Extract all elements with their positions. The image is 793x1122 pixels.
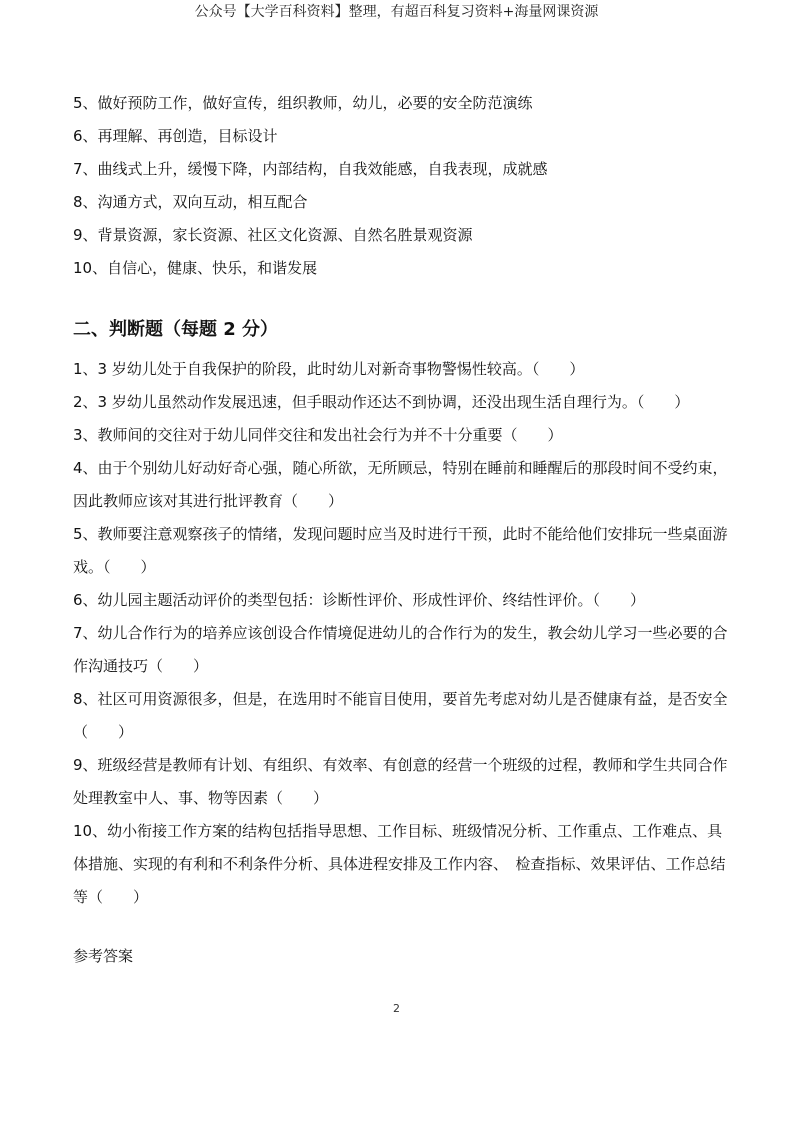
page-number: 2: [393, 1002, 400, 1015]
question-item: 6、幼儿园主题活动评价的类型包括：诊断性评价、形成性评价、终结性评价。（ ）: [73, 591, 646, 609]
question-item: 5、教师要注意观察孩子的情绪，发现问题时应当及时进行干预，此时不能给他们安排玩一些桌面游戏。（ ）: [73, 525, 728, 576]
answer-item: 7、曲线式上升，缓慢下降，内部结构，自我效能感，自我表现，成就感: [73, 160, 548, 178]
answer-item: 6、再理解、再创造，目标设计: [73, 127, 278, 145]
question-item: 10、幼小衔接工作方案的结构包括指导思想、工作目标、班级情况分析、工作重点、工作难点、具体措施、实现的有利和不利条件分析、具体进程安排及工作内容、 检查指标、效果评估、工作总结等（ ）: [73, 822, 726, 906]
answer-item: 8、沟通方式，双向互动，相互配合: [73, 193, 308, 211]
question-item: 7、幼儿合作行为的培养应该创设合作情境促进幼儿的合作行为的发生，教会幼儿学习一些必要的合作沟通技巧（ ）: [73, 624, 728, 675]
question-item: 4、由于个别幼儿好动好奇心强，随心所欲，无所顾忌，特别在睡前和睡醒后的那段时间不受约束，因此教师应该对其进行批评教育（ ）: [73, 459, 728, 510]
question-item: 1、3 岁幼儿处于自我保护的阶段，此时幼儿对新奇事物警惕性较高。（ ）: [73, 360, 585, 378]
reference-answers-heading: 参考答案: [73, 947, 134, 965]
answer-list: [73, 87, 733, 285]
answer-item: 5、做好预防工作，做好宣传，组织教师，幼儿，必要的安全防范演练: [73, 94, 533, 112]
question-list: [73, 353, 733, 914]
answer-item: 10、自信心，健康、快乐，和谐发展: [73, 259, 318, 277]
question-item: 2、3 岁幼儿虽然动作发展迅速，但手眼动作还达不到协调，还没出现生活自理行为。（ ）: [73, 393, 690, 411]
question-item: 8、社区可用资源很多，但是，在选用时不能盲目使用，要首先考虑对幼儿是否健康有益，是否安全（ ）: [73, 690, 728, 741]
answer-item: 9、背景资源，家长资源、社区文化资源、自然名胜景观资源: [73, 226, 473, 244]
question-item: 9、班级经营是教师有计划、有组织、有效率、有创意的经营一个班级的过程，教师和学生共同合作处理教室中人、事、物等因素（ ）: [73, 756, 728, 807]
section-title: 二、判断题（每题 2 分）: [73, 319, 279, 340]
page-header: 公众号【大学百科资料】整理，有超百科复习资料+海量网课资源: [194, 4, 599, 20]
question-item: 3、教师间的交往对于幼儿同伴交往和发出社会行为并不十分重要（ ）: [73, 426, 563, 444]
